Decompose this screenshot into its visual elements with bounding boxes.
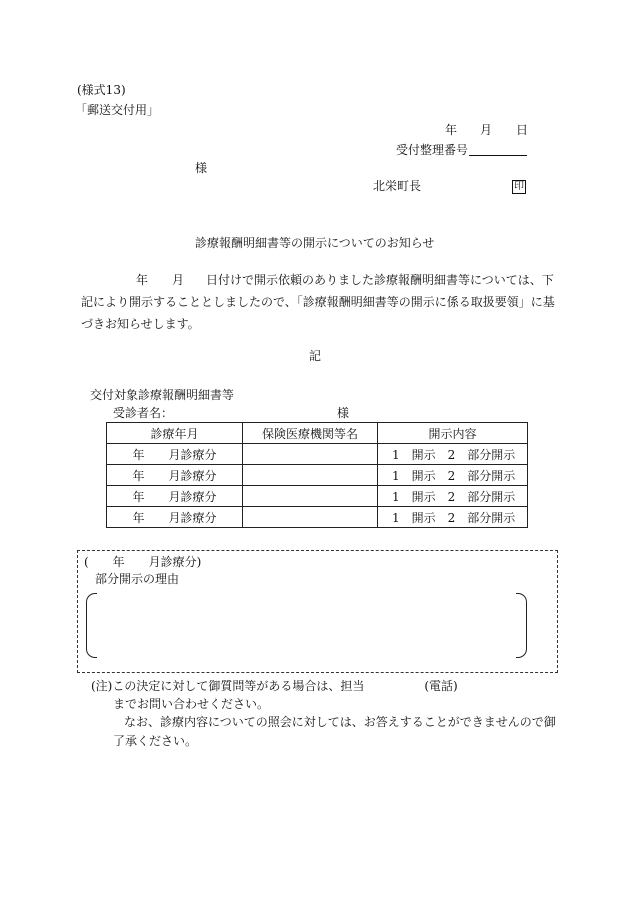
table-header-row [107,423,528,444]
institution-cell [243,465,378,486]
date-day-label: 日 [516,123,529,137]
table-row [107,486,528,507]
column-header: 開示内容 [378,423,528,444]
table-row [107,444,528,465]
addressee-honorific: 様 [195,161,208,175]
note-line-4: 了承ください。 [113,734,198,748]
partial-disclosure-reason-label: 部分開示の理由 [95,572,180,586]
treatment-month-cell: 年 月診療分 [107,486,243,507]
disclosure-option-cell: 1 開示 2 部分開示 [378,444,528,465]
institution-cell [243,444,378,465]
note-line-3: なお、診療内容についての照会に対しては、お答えすることができませんので御 [124,715,556,729]
disclosure-option-cell: 1 開示 2 部分開示 [378,486,528,507]
seal-mark [512,179,526,194]
reason-bracket-left [86,593,97,658]
form-type: 「郵送交付用」 [75,103,160,117]
patient-name-label: 受診者名： [113,406,174,420]
intro-line-3: づきお知らせします。 [81,317,200,331]
ki-heading: 記 [309,349,322,363]
partial-disclosure-period: ( 年 月診療分) [84,555,202,569]
institution-cell [243,486,378,507]
intro-line-1-text: 日付けで開示依頼のありました診療報酬明細書等については、下 [206,273,554,287]
intro-line-2: 記により開示することとしましたので、「診療報酬明細書等の開示に係る取扱要領」に基 [81,295,555,309]
intro-line-1 [81,269,554,291]
reason-bracket-right [516,593,527,658]
date-month-label: 月 [480,123,493,137]
receipt-number [396,144,527,156]
note-line-2: までお問い合わせください。 [113,697,270,711]
form-number: (様式13) [77,83,126,97]
seal-label: 印 [514,181,524,192]
document-title: 診療報酬明細書等の開示についてのお知らせ [195,236,435,250]
table-row [107,507,528,528]
disclosure-table [106,422,528,528]
patient-honorific: 様 [337,406,350,420]
column-header: 診療年月 [107,423,243,444]
issuer-name: 北栄町長 [373,179,422,193]
receipt-number-label: 受付整理番号 [396,143,469,157]
section-heading: 交付対象診療報酬明細書等 [90,388,235,402]
treatment-month-cell: 年 月診療分 [107,465,243,486]
intro-month: 月 [172,273,185,287]
disclosure-option-cell: 1 開示 2 部分開示 [378,465,528,486]
date-year-label: 年 [445,123,458,137]
receipt-number-field [469,144,527,156]
treatment-month-cell: 年 月診療分 [107,444,243,465]
treatment-month-cell: 年 月診療分 [107,507,243,528]
note-line-1: (注)この決定に対して御質問等がある場合は、担当 (電話) [91,679,458,693]
intro-year: 年 [136,273,149,287]
column-header: 保険医療機関等名 [243,423,378,444]
intro-paragraph [81,269,555,335]
table-row [107,465,528,486]
disclosure-option-cell: 1 開示 2 部分開示 [378,507,528,528]
institution-cell [243,507,378,528]
